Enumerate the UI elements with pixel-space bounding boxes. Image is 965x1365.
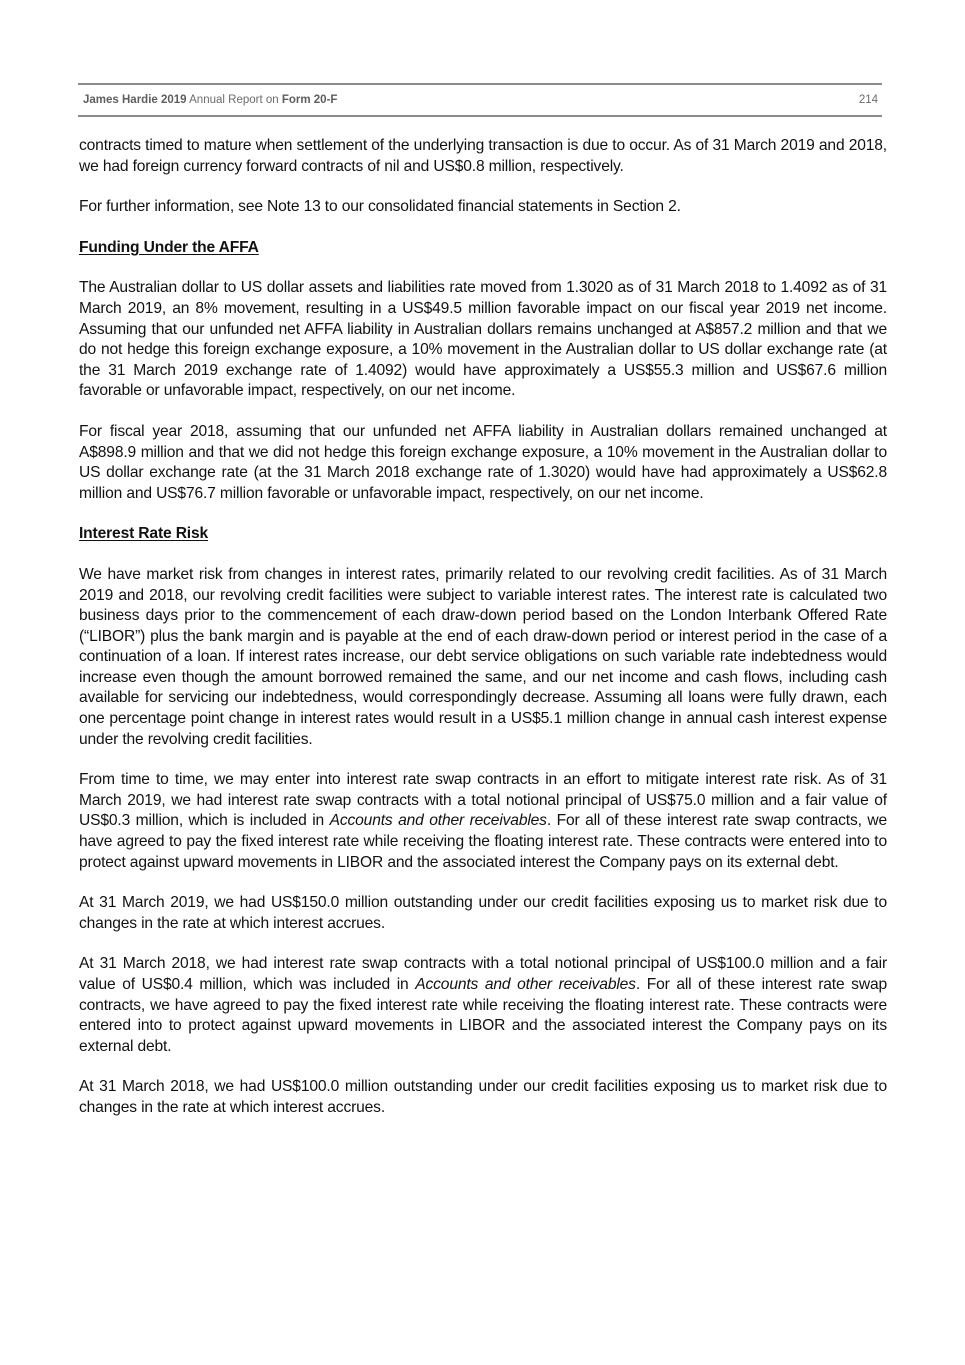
form-name: Form 20-F [281,94,338,106]
intro-paragraph-1: contracts timed to mature when settlement of the underlying transaction is due to occur. As of 31 March 2019 and 2018, we had foreign currency forward contracts of nil and US$0.8 million, respectively. [79,137,887,175]
interest-rate-paragraph-4 [79,954,887,1057]
interest-rate-paragraph-5: At 31 March 2018, we had US$100.0 million outstanding under our credit facilities exposing us to market risk due to changes in the rate at which interest accrues. [79,1078,887,1116]
affa-heading: Funding Under the AFFA [79,238,259,256]
text-segment: . For all of these interest rate swap contracts, we have agreed to pay the fixed interest rate while receiving the floating interest rate. These contracts were entered into to protect against upward movements in LIBOR and the associated interest the Company pays on its external debt. [79,812,887,871]
company-name: James Hardie 2019 [83,94,187,106]
report-title-middle: Annual Report on [186,94,282,106]
interest-rate-paragraph-1: We have market risk from changes in interest rates, primarily related to our revolving credit facilities. As of 31 March 2019 and 2018, our revolving credit facilities were subject to variable interest rates. The interest rate is calculated two business days prior to the commencement of each draw-down period based on the London Interbank Offered Rate (“LIBOR”) plus the bank margin and is payable at the end of each draw-down period or interest period in the case of a continuation of a loan. If interest rates increase, our debt service obligations on such variable rate indebtedness would increase even though the amount borrowed remained the same, and our net income and cash flows, including cash available for servicing our indebtedness, would correspondingly decrease. Assuming all loans were fully drawn, each one percentage point change in interest rates would result in a US$5.1 million change in annual cash interest expense under the revolving credit facilities. [79,565,887,748]
document-body [79,136,887,1139]
text-segment: From time to time, we may enter into interest rate swap contracts in an effort to mitigate interest rate risk. As of 31 March 2019, we had interest rate swap contracts with a total notional principal of US$75.0 million and a fair value of US$0.3 million, which is included in [79,771,887,830]
italic-term: Accounts and other receivables [415,976,636,993]
intro-paragraph-2: For further information, see Note 13 to our consolidated financial statements in Section 2. [79,198,681,216]
interest-rate-risk-heading: Interest Rate Risk [79,525,209,543]
interest-rate-paragraph-2 [79,770,887,873]
page-number: 214 [858,94,878,106]
page-header [78,83,882,117]
text-segment: At 31 March 2018, we had interest rate swap contracts with a total notional principal of US$100.0 million and a fair value of US$0.4 million, which was included in [79,955,887,993]
interest-rate-paragraph-3: At 31 March 2019, we had US$150.0 million outstanding under our credit facilities exposing us to market risk due to changes in the rate at which interest accrues. [79,894,887,932]
affa-paragraph-1: The Australian dollar to US dollar assets and liabilities rate moved from 1.3020 as of 31 March 2018 to 1.4092 as of 31 March 2019, an 8% movement, resulting in a US$49.5 million favorable impact on our fiscal year 2019 net income. Assuming that our unfunded net AFFA liability in Australian dollars remains unchanged at A$857.2 million and that we do not hedge this foreign exchange exposure, a 10% movement in the Australian dollar to US dollar exchange rate (at the 31 March 2019 exchange rate of 1.4092) would have approximately a US$55.3 million and US$67.6 million favorable or unfavorable impact, respectively, on our net income. [79,279,887,400]
text-segment: . For all of these interest rate swap contracts, we have agreed to pay the fixed interest rate while receiving the floating interest rate. These contracts were entered into to protect against upward movements in LIBOR and the associated interest the Company pays on its external debt. [79,976,887,1055]
report-title [83,94,337,106]
italic-term: Accounts and other receivables [329,812,547,830]
affa-paragraph-2: For fiscal year 2018, assuming that our unfunded net AFFA liability in Australian dollars remained unchanged at A$898.9 million and that we did not hedge this foreign exchange exposure, a 10% movement in the Australian dollar to US dollar exchange rate (at the 31 March 2018 exchange rate of 1.3020) would have had approximately a US$62.8 million and US$76.7 million favorable or unfavorable impact, respectively, on our net income. [79,422,887,502]
